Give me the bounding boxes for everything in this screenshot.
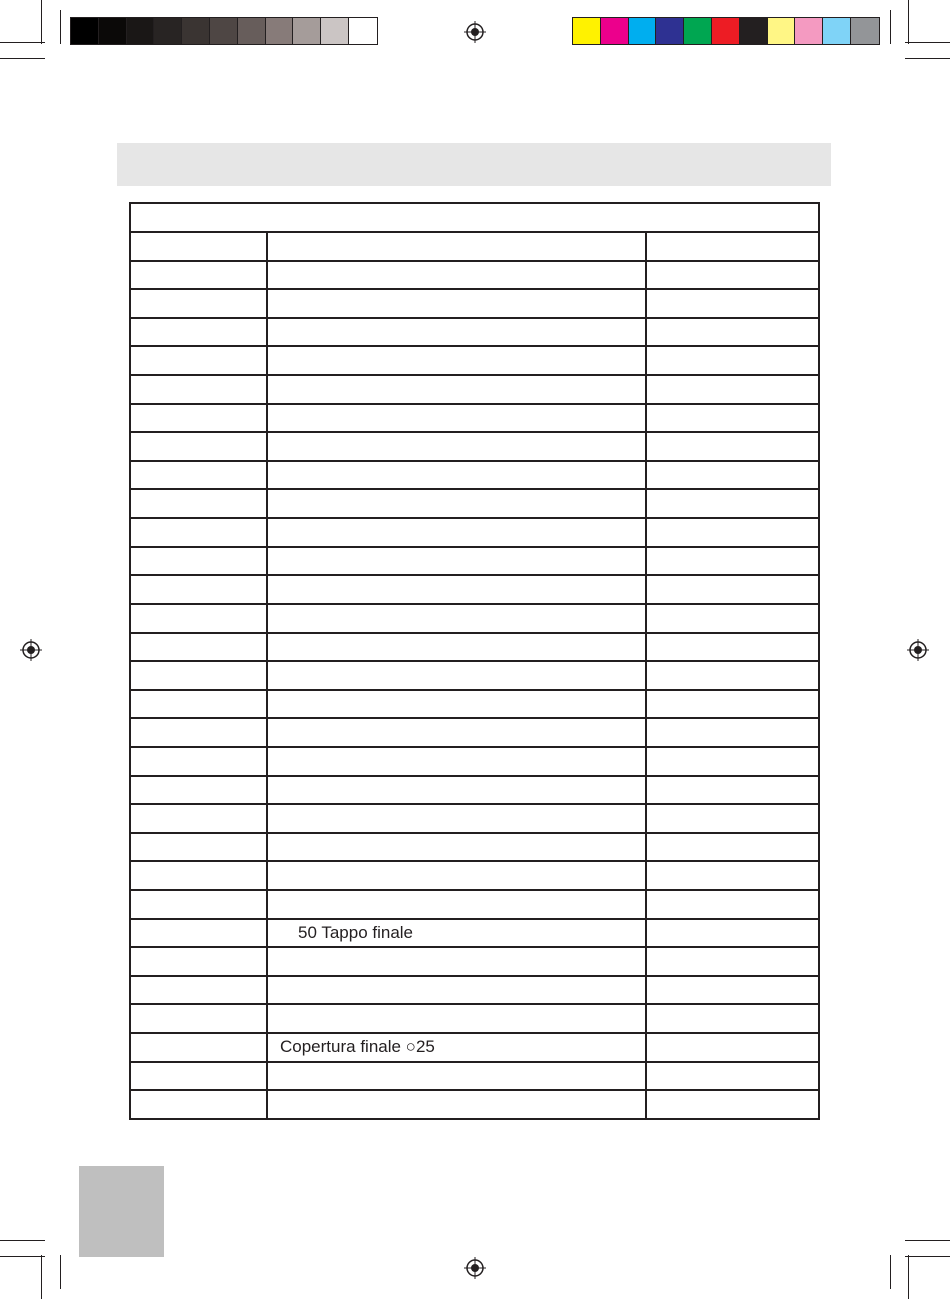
table-row bbox=[131, 376, 818, 405]
table-cell bbox=[131, 1034, 268, 1061]
table-cell bbox=[268, 548, 647, 575]
crop-mark-bottom-right-v2 bbox=[890, 1255, 891, 1289]
table-cell bbox=[268, 834, 647, 861]
table-cell bbox=[647, 405, 818, 432]
table-cell bbox=[268, 490, 647, 517]
table-row bbox=[131, 834, 818, 863]
table-row bbox=[131, 719, 818, 748]
table-row bbox=[131, 319, 818, 348]
table-cell bbox=[131, 1091, 268, 1118]
registration-mark-left bbox=[20, 639, 42, 661]
table-cell bbox=[131, 405, 268, 432]
table-cell bbox=[647, 319, 818, 346]
table-row bbox=[131, 977, 818, 1006]
table-cell bbox=[268, 319, 647, 346]
table-cell bbox=[268, 920, 647, 947]
table-cell bbox=[268, 977, 647, 1004]
table-row bbox=[131, 662, 818, 691]
table-cell bbox=[131, 862, 268, 889]
crop-mark-bottom-right-h2 bbox=[905, 1240, 950, 1241]
table-cell bbox=[268, 405, 647, 432]
table-cell bbox=[647, 462, 818, 489]
gray-swatch bbox=[266, 18, 294, 44]
table-cell bbox=[268, 805, 647, 832]
table-cell bbox=[268, 376, 647, 403]
table-cell bbox=[131, 977, 268, 1004]
table-cell bbox=[647, 433, 818, 460]
table-cell bbox=[131, 605, 268, 632]
table-cell bbox=[647, 920, 818, 947]
table-cell bbox=[647, 576, 818, 603]
crop-mark-bottom-left-v bbox=[41, 1255, 42, 1299]
table-cell bbox=[268, 777, 647, 804]
table-cell bbox=[647, 1091, 818, 1118]
table-cell bbox=[647, 948, 818, 975]
table-row bbox=[131, 634, 818, 663]
table-cell bbox=[647, 891, 818, 918]
table-cell bbox=[268, 719, 647, 746]
table-cell bbox=[268, 576, 647, 603]
table-row bbox=[131, 405, 818, 434]
table-cell bbox=[647, 777, 818, 804]
registration-mark-top bbox=[464, 21, 486, 43]
parts-table bbox=[129, 202, 820, 1120]
table-cell bbox=[131, 519, 268, 546]
table-cell bbox=[647, 1063, 818, 1090]
table-row bbox=[131, 290, 818, 319]
table-cell bbox=[268, 862, 647, 889]
table-cell bbox=[647, 347, 818, 374]
table-cell bbox=[268, 433, 647, 460]
header-band bbox=[117, 143, 831, 186]
gray-swatch bbox=[321, 18, 349, 44]
color-swatch bbox=[851, 18, 879, 44]
table-row bbox=[131, 748, 818, 777]
table-cell bbox=[268, 262, 647, 289]
gray-swatch bbox=[238, 18, 266, 44]
cell-text: Copertura finale ○25 bbox=[280, 1037, 435, 1057]
table-cell bbox=[647, 233, 818, 260]
table-cell bbox=[131, 691, 268, 718]
crop-mark-top-right-h bbox=[905, 42, 950, 43]
table-cell bbox=[647, 262, 818, 289]
crop-mark-bottom-right-v bbox=[908, 1255, 909, 1299]
gray-swatch bbox=[182, 18, 210, 44]
grayscale-calibration-bar bbox=[70, 17, 378, 45]
color-swatch bbox=[656, 18, 684, 44]
table-cell bbox=[131, 290, 268, 317]
table-cell bbox=[131, 490, 268, 517]
table-cell bbox=[131, 376, 268, 403]
crop-mark-top-left-h2 bbox=[0, 58, 45, 59]
crop-mark-top-right-v bbox=[908, 0, 909, 44]
table-row bbox=[131, 1005, 818, 1034]
table-cell bbox=[131, 347, 268, 374]
color-swatch bbox=[573, 18, 601, 44]
crop-mark-bottom-right-h bbox=[905, 1256, 950, 1257]
color-swatch bbox=[740, 18, 768, 44]
table-cell bbox=[131, 462, 268, 489]
gray-swatch bbox=[127, 18, 155, 44]
registration-mark-right bbox=[907, 639, 929, 661]
table-cell bbox=[647, 519, 818, 546]
table-row bbox=[131, 777, 818, 806]
table-cell bbox=[131, 920, 268, 947]
table-cell bbox=[268, 634, 647, 661]
table-cell bbox=[131, 891, 268, 918]
table-cell bbox=[647, 834, 818, 861]
table-row bbox=[131, 691, 818, 720]
table-cell bbox=[647, 977, 818, 1004]
table-cell bbox=[268, 1034, 647, 1061]
table-row bbox=[131, 891, 818, 920]
color-swatch bbox=[768, 18, 796, 44]
cell-text: 50 Tappo finale bbox=[298, 922, 414, 942]
table-cell bbox=[268, 748, 647, 775]
table-cell bbox=[268, 891, 647, 918]
table-cell bbox=[131, 319, 268, 346]
table-row bbox=[131, 233, 818, 262]
table-cell bbox=[268, 1005, 647, 1032]
table-cell bbox=[131, 1005, 268, 1032]
table-title-row bbox=[131, 204, 818, 233]
table-row bbox=[131, 519, 818, 548]
table-cell bbox=[131, 548, 268, 575]
table-row bbox=[131, 490, 818, 519]
table-row bbox=[131, 862, 818, 891]
table-row bbox=[131, 920, 818, 949]
table-cell bbox=[268, 347, 647, 374]
table-cell bbox=[131, 662, 268, 689]
gray-swatch bbox=[349, 18, 377, 44]
table-row bbox=[131, 605, 818, 634]
table-cell bbox=[131, 262, 268, 289]
table-row bbox=[131, 948, 818, 977]
table-cell bbox=[131, 834, 268, 861]
table-row bbox=[131, 1063, 818, 1092]
table-cell bbox=[268, 948, 647, 975]
crop-mark-bottom-left-h bbox=[0, 1256, 45, 1257]
crop-mark-top-left-v bbox=[41, 0, 42, 44]
color-calibration-bar bbox=[572, 17, 880, 45]
table-cell bbox=[131, 233, 268, 260]
table-row bbox=[131, 805, 818, 834]
table-cell bbox=[647, 662, 818, 689]
gray-swatch bbox=[99, 18, 127, 44]
gray-swatch bbox=[210, 18, 238, 44]
color-swatch bbox=[684, 18, 712, 44]
table-cell bbox=[268, 462, 647, 489]
crop-mark-bottom-left-h2 bbox=[0, 1240, 45, 1241]
table-row bbox=[131, 347, 818, 376]
crop-mark-top-left-h bbox=[0, 42, 45, 43]
gray-swatch bbox=[293, 18, 321, 44]
table-cell bbox=[647, 1034, 818, 1061]
table-cell bbox=[647, 748, 818, 775]
page-tab bbox=[79, 1166, 164, 1257]
crop-mark-bottom-left-v2 bbox=[60, 1255, 61, 1289]
table-body bbox=[131, 233, 818, 1118]
color-swatch bbox=[601, 18, 629, 44]
table-cell bbox=[647, 605, 818, 632]
table-cell bbox=[131, 777, 268, 804]
table-cell bbox=[647, 805, 818, 832]
crop-mark-top-left-v2 bbox=[60, 10, 61, 44]
table-cell bbox=[268, 519, 647, 546]
table-cell bbox=[131, 634, 268, 661]
color-swatch bbox=[712, 18, 740, 44]
table-cell bbox=[647, 490, 818, 517]
table-row bbox=[131, 548, 818, 577]
table-cell bbox=[647, 691, 818, 718]
table-cell bbox=[647, 376, 818, 403]
table-cell bbox=[268, 662, 647, 689]
table-cell bbox=[131, 576, 268, 603]
table-row bbox=[131, 433, 818, 462]
table-cell bbox=[268, 691, 647, 718]
table-cell bbox=[268, 605, 647, 632]
table-cell bbox=[647, 862, 818, 889]
table-row bbox=[131, 1091, 818, 1118]
table-row bbox=[131, 462, 818, 491]
table-row bbox=[131, 1034, 818, 1063]
table-cell bbox=[647, 719, 818, 746]
table-cell bbox=[131, 433, 268, 460]
table-cell bbox=[268, 1063, 647, 1090]
gray-swatch bbox=[154, 18, 182, 44]
table-row bbox=[131, 262, 818, 291]
table-cell bbox=[131, 748, 268, 775]
table-row bbox=[131, 576, 818, 605]
table-cell bbox=[268, 233, 647, 260]
table-cell bbox=[131, 805, 268, 832]
table-cell bbox=[647, 634, 818, 661]
gray-swatch bbox=[71, 18, 99, 44]
color-swatch bbox=[795, 18, 823, 44]
color-swatch bbox=[629, 18, 657, 44]
table-cell bbox=[647, 548, 818, 575]
table-cell bbox=[131, 719, 268, 746]
crop-mark-top-right-v2 bbox=[890, 10, 891, 44]
table-cell bbox=[268, 290, 647, 317]
table-cell bbox=[131, 948, 268, 975]
table-cell bbox=[268, 1091, 647, 1118]
registration-mark-bottom bbox=[464, 1257, 486, 1279]
table-cell bbox=[647, 1005, 818, 1032]
crop-mark-top-right-h2 bbox=[905, 58, 950, 59]
table-cell bbox=[647, 290, 818, 317]
table-cell bbox=[131, 1063, 268, 1090]
color-swatch bbox=[823, 18, 851, 44]
